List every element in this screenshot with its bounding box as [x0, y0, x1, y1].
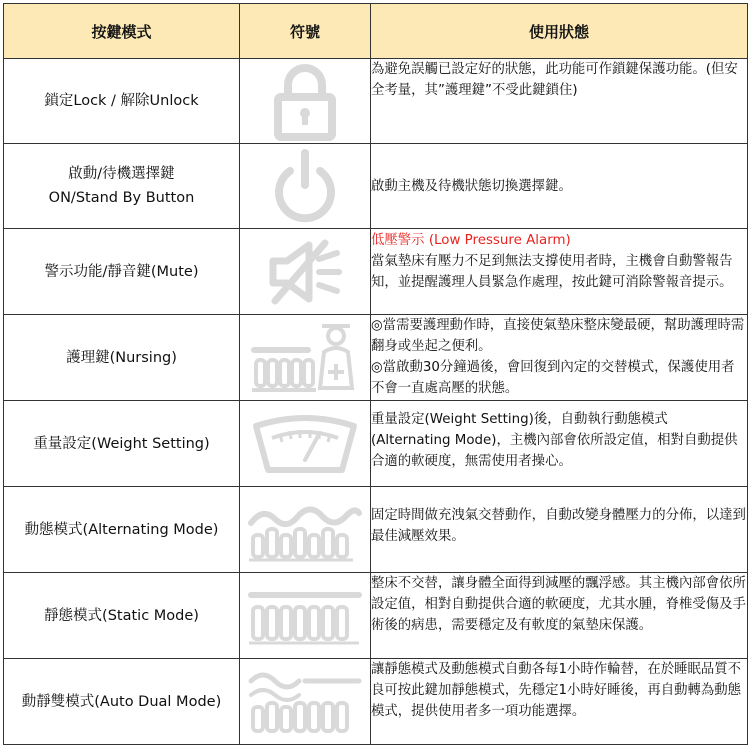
key-name: 重量設定(Weight Setting) [33, 435, 210, 452]
key-name-cell [4, 659, 240, 745]
usage-cell [371, 315, 748, 401]
dual-mode-mattress-icon [247, 667, 363, 737]
usage-text: 固定時間做充洩氣交替動作，自動改變身體壓力的分佈，以達到最佳減壓效果。 [371, 508, 746, 544]
table-row [4, 229, 748, 315]
key-name-cell [4, 144, 240, 229]
key-name: 啟動/待機選擇鍵 [68, 166, 175, 182]
usage-cell [371, 487, 748, 573]
weight-scale-icon [250, 412, 360, 476]
table-row [4, 659, 748, 745]
symbol-cell [240, 59, 371, 144]
usage-text: 當氣墊床有壓力不足到無法支撐使用者時，主機會自動警報告知，並提醒護理人員緊急作處理，按此鍵可消除警報音提示。 [371, 254, 733, 290]
key-name: 動態模式(Alternating Mode) [24, 521, 219, 538]
key-name-cell [4, 401, 240, 487]
power-icon [270, 147, 340, 225]
usage-text: 整床不交替，讓身體全面得到減壓的飄浮感。其主機內部會依所設定值，相對自動提供合適的軟硬度，尤其水腫，脊椎受傷及手術後的病患，需要穩定及有軟度的氣墊床保護。 [371, 576, 746, 633]
key-mode-table [3, 3, 748, 745]
key-name: 警示功能/靜音鍵(Mute) [44, 263, 199, 280]
key-name-cell [4, 59, 240, 144]
symbol-cell [240, 573, 371, 659]
table-row [4, 315, 748, 401]
static-mattress-icon [247, 585, 363, 647]
table-row [4, 59, 748, 144]
key-name: 靜態模式(Static Mode) [44, 607, 199, 624]
usage-text: ◎當需要護理動作時，直接使氣墊床整床變最硬，幫助護理時需翻身或坐起之便利。 [371, 318, 745, 354]
mute-speaker-icon [265, 235, 345, 309]
table-header-row [4, 4, 748, 59]
usage-text: 為避免誤觸已設定好的狀態，此功能可作鎖鍵保護功能。(但安全考量，其”護理鍵”不受此鍵鎖住) [371, 62, 738, 98]
alarm-title: 低壓警示 (Low Pressure Alarm) [371, 233, 571, 248]
usage-cell [371, 59, 748, 144]
table-row [4, 573, 748, 659]
key-name: 動靜雙模式(Auto Dual Mode) [21, 693, 222, 710]
table-row [4, 487, 748, 573]
lock-icon [270, 61, 340, 141]
usage-text: 讓靜態模式及動態模式自動各每1小時作輪替，在於睡眠品質不良可按此鍵加靜態模式，先穩定1小時好睡後，再自動轉為動態模式，提供使用者多一項功能選擇。 [371, 662, 742, 719]
usage-text: 重量設定(Weight Setting)後，自動執行動態模式(Alternating Mode)，主機內部會依所設定值，相對自動提供合適的軟硬度，無需使用者操心。 [371, 412, 738, 469]
usage-cell [371, 229, 748, 315]
key-name-cell [4, 315, 240, 401]
symbol-cell [240, 229, 371, 315]
usage-text: ◎當啟動30分鐘過後，會回復到內定的交替模式，保護使用者不會一直處高壓的狀態。 [371, 360, 735, 396]
header-key-mode: 按鍵模式 [4, 4, 240, 59]
table-row [4, 144, 748, 229]
symbol-cell [240, 659, 371, 745]
symbol-cell [240, 315, 371, 401]
symbol-cell [240, 144, 371, 229]
usage-cell [371, 144, 748, 229]
key-name: 護理鍵(Nursing) [66, 349, 177, 366]
key-name-cell [4, 229, 240, 315]
symbol-cell [240, 401, 371, 487]
key-name-cell [4, 573, 240, 659]
key-name-cell [4, 487, 240, 573]
header-symbol: 符號 [240, 4, 371, 59]
header-usage: 使用狀態 [371, 4, 748, 59]
nurse-mattress-icon [250, 320, 360, 396]
symbol-cell [240, 487, 371, 573]
key-name-english: ON/Stand By Button [48, 190, 195, 206]
alternating-mattress-icon [247, 497, 363, 563]
usage-text: 啟動主機及待機狀態切換選擇鍵。 [371, 178, 572, 194]
usage-cell [371, 573, 748, 659]
key-name: 鎖定Lock / 解除Unlock [44, 93, 199, 109]
usage-cell [371, 659, 748, 745]
usage-cell [371, 401, 748, 487]
table-row [4, 401, 748, 487]
